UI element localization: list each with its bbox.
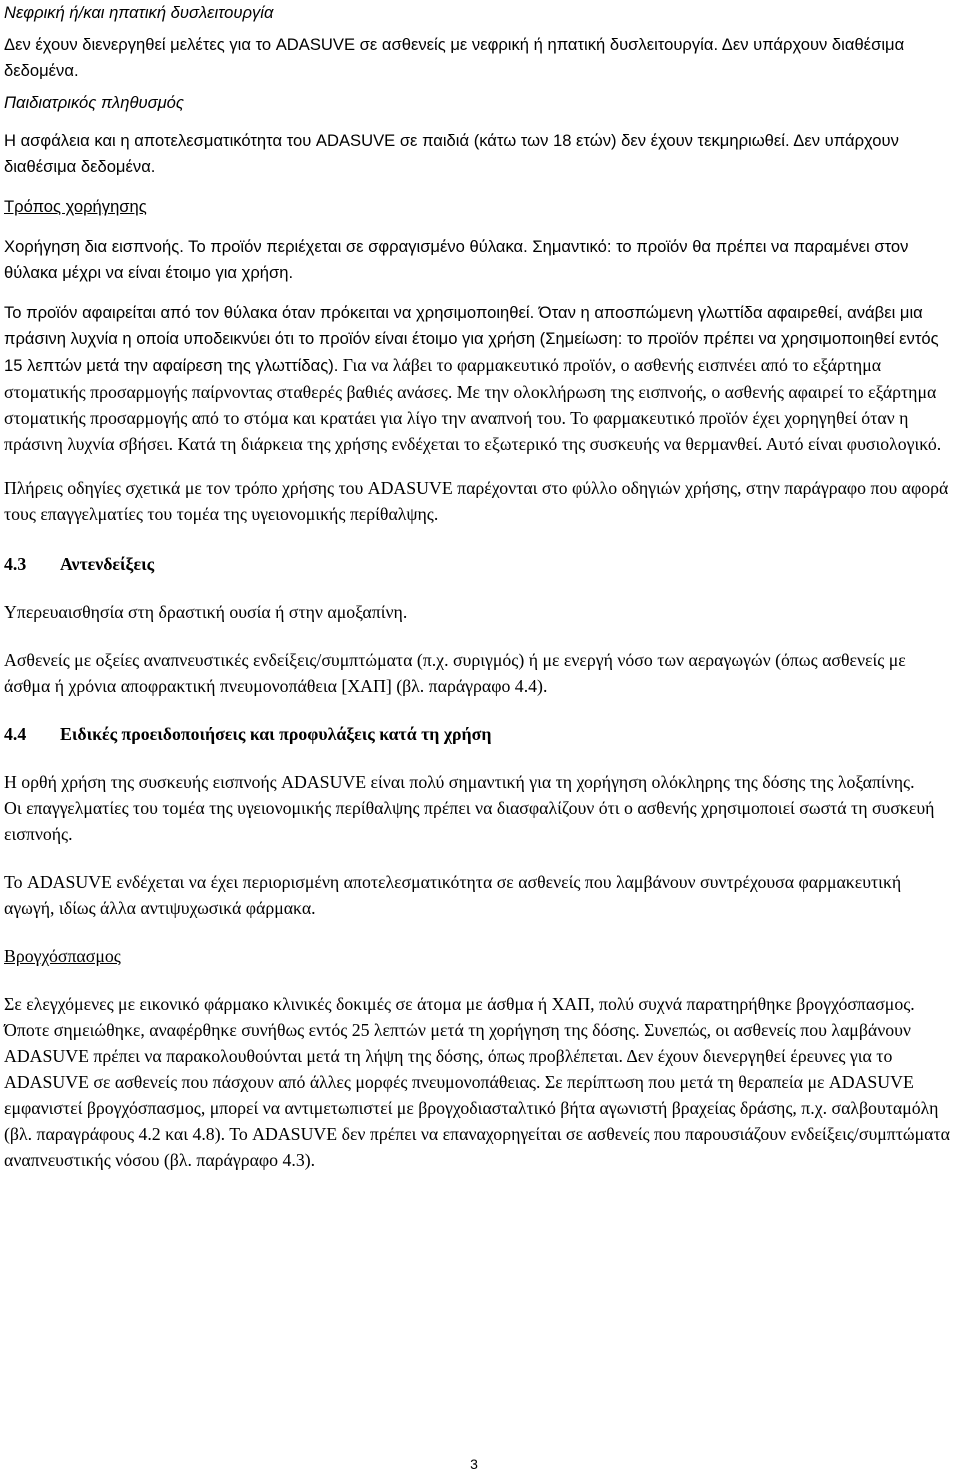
contraindications-paragraph-2: Ασθενείς με οξείες αναπνευστικές ενδείξεις/συμπτώματα (π.χ. συριγμός) ή με ενεργή νόσο των αεραγωγών (όπως ασθενείς με άσθμα ή χρόνια αποφρακτική πνευμονοπάθεια [ΧΑΠ] (βλ. παράγραφο 4.4).	[4, 650, 906, 696]
section-4-4-number: 4.4	[4, 724, 27, 744]
administration-paragraph-3: Πλήρεις οδηγίες σχετικά με τον τρόπο χρήσης του ADASUVE παρέχονται στο φύλλο οδηγιών χρήσης, στην παράγραφο που αφορά τους επαγγελματίες του τομέα της υγειονομικής περίθαλψης.	[4, 478, 949, 524]
administration-heading: Τρόπος χορήγησης	[4, 197, 147, 216]
section-4-3-title: Αντενδείξεις	[60, 554, 155, 574]
contraindications-paragraph-1: Υπερευαισθησία στη δραστική ουσία ή στην αμοξαπίνη.	[4, 602, 408, 622]
administration-paragraph-2	[4, 300, 950, 457]
administration-paragraph-2-part-2: Για να λάβει το φαρμακευτικό προϊόν, ο ασθενής εισπνέει από το εξάρτημα στοματικής προσαρμογής παίρνοντας σταθερές βαθιές ανάσες. Με την ολοκλήρωση της εισπνοής, ο ασθενής αφαιρεί το εξάρτημα στοματικής προσαρμογής από το στόμα και κρατάει για λίγο την αναπνοή του. Το φαρμακευτικό προϊόν έχει χορηγηθεί όταν η πράσινη λυχνία σβήσει. Κατά τη διάρκεια της χρήσης ενδέχεται το εξωτερικό της συσκευής να θερμανθεί. Αυτό είναι φυσιολογικό.	[4, 355, 942, 454]
administration-paragraph-1: Χορήγηση δια εισπνοής. Το προϊόν περιέχεται σε σφραγισμένο θύλακα. Σημαντικό: το προϊόν θα πρέπει να παραμένει στον θύλακα μέχρι να είναι έτοιμο για χρήση.	[4, 237, 909, 282]
warnings-paragraph-2: Οι επαγγελματίες του τομέα της υγειονομικής περίθαλψης πρέπει να διασφαλίζουν ότι ο ασθενής χρησιμοποιεί σωστά τη συσκευή εισπνοής.	[4, 798, 935, 844]
section-4-4-heading	[4, 721, 950, 747]
renal-text: Δεν έχουν διενεργηθεί μελέτες για το ADASUVE σε ασθενείς με νεφρική ή ηπατική δυσλειτουργία. Δεν υπάρχουν διαθέσιμα δεδομένα.	[4, 35, 905, 80]
administration-paragraph-2-part-1: Το προϊόν αφαιρείται από τον θύλακα όταν πρόκειται να χρησιμοποιηθεί. Όταν η αποσπώμενη γλωττίδα αφαιρεθεί, ανάβει μια πράσινη λυχνία η οποία υποδεικνύει ότι το προϊόν είναι έτοιμο για χρήση (Σημείωση: το προϊόν πρέπει να χρησιμοποιηθεί εντός 15 λεπτών μετά την αφαίρεση της γλωττίδας).	[4, 303, 939, 375]
warnings-paragraph-1: Η ορθή χρήση της συσκευής εισπνοής ADASUVE είναι πολύ σημαντική για τη χορήγηση ολόκληρης της δόσης της λοξαπίνης.	[4, 772, 915, 792]
document-page	[4, 0, 950, 1173]
section-4-3-heading	[4, 551, 950, 577]
bronchospasm-text: Σε ελεγχόμενες με εικονικό φάρμακο κλινικές δοκιμές σε άτομα με άσθμα ή ΧΑΠ, πολύ συχνά παρατηρήθηκε βρογχόσπασμος. Όποτε σημειώθηκε, αναφέρθηκε συνήθως εντός 25 λεπτών μετά τη χορήγηση της δόσης. Συνεπώς, οι ασθενείς που λαμβάνουν ADASUVE πρέπει να παρακολουθούνται μετά τη λήψη της δόσης, όπως προβλέπεται. Δεν έχουν διενεργηθεί έρευνες για το ADASUVE σε ασθενείς που πάσχουν από άλλες μορφές πνευμονοπάθειας. Σε περίπτωση που μετά τη θεραπεία με ADASUVE εμφανιστεί βρογχόσπασμος, μπορεί να αντιμετωπιστεί με βρογχοδιασταλτικό βήτα αγωνιστή βραχείας δράσης, π.χ. σαλβουταμόλη (βλ. παραγράφους 4.2 και 4.8). Το ADASUVE δεν πρέπει να επαναχορηγείται σε ασθενείς που παρουσιάζουν ενδείξεις/συμπτώματα αναπνευστικής νόσου (βλ. παράγραφο 4.3).	[4, 994, 950, 1170]
pediatric-text: Η ασφάλεια και η αποτελεσματικότητα του ADASUVE σε παιδιά (κάτω των 18 ετών) δεν έχουν τεκμηριωθεί. Δεν υπάρχουν διαθέσιμα δεδομένα.	[4, 131, 899, 176]
bronchospasm-heading: Βρογχόσπασμος	[4, 946, 121, 966]
section-4-4-title: Ειδικές προειδοποιήσεις και προφυλάξεις κατά τη χρήση	[60, 724, 492, 744]
pediatric-heading: Παιδιατρικός πληθυσμός	[4, 93, 184, 112]
warnings-paragraph-3: Το ADASUVE ενδέχεται να έχει περιορισμένη αποτελεσματικότητα σε ασθενείς που λαμβάνουν συντρέχουσα φαρμακευτική αγωγή, ιδίως άλλα αντιψυχωσικά φάρμακα.	[4, 872, 902, 918]
renal-heading: Νεφρική ή/και ηπατική δυσλειτουργία	[4, 3, 274, 22]
section-4-3-number: 4.3	[4, 554, 27, 574]
page-number: 3	[470, 1456, 478, 1472]
